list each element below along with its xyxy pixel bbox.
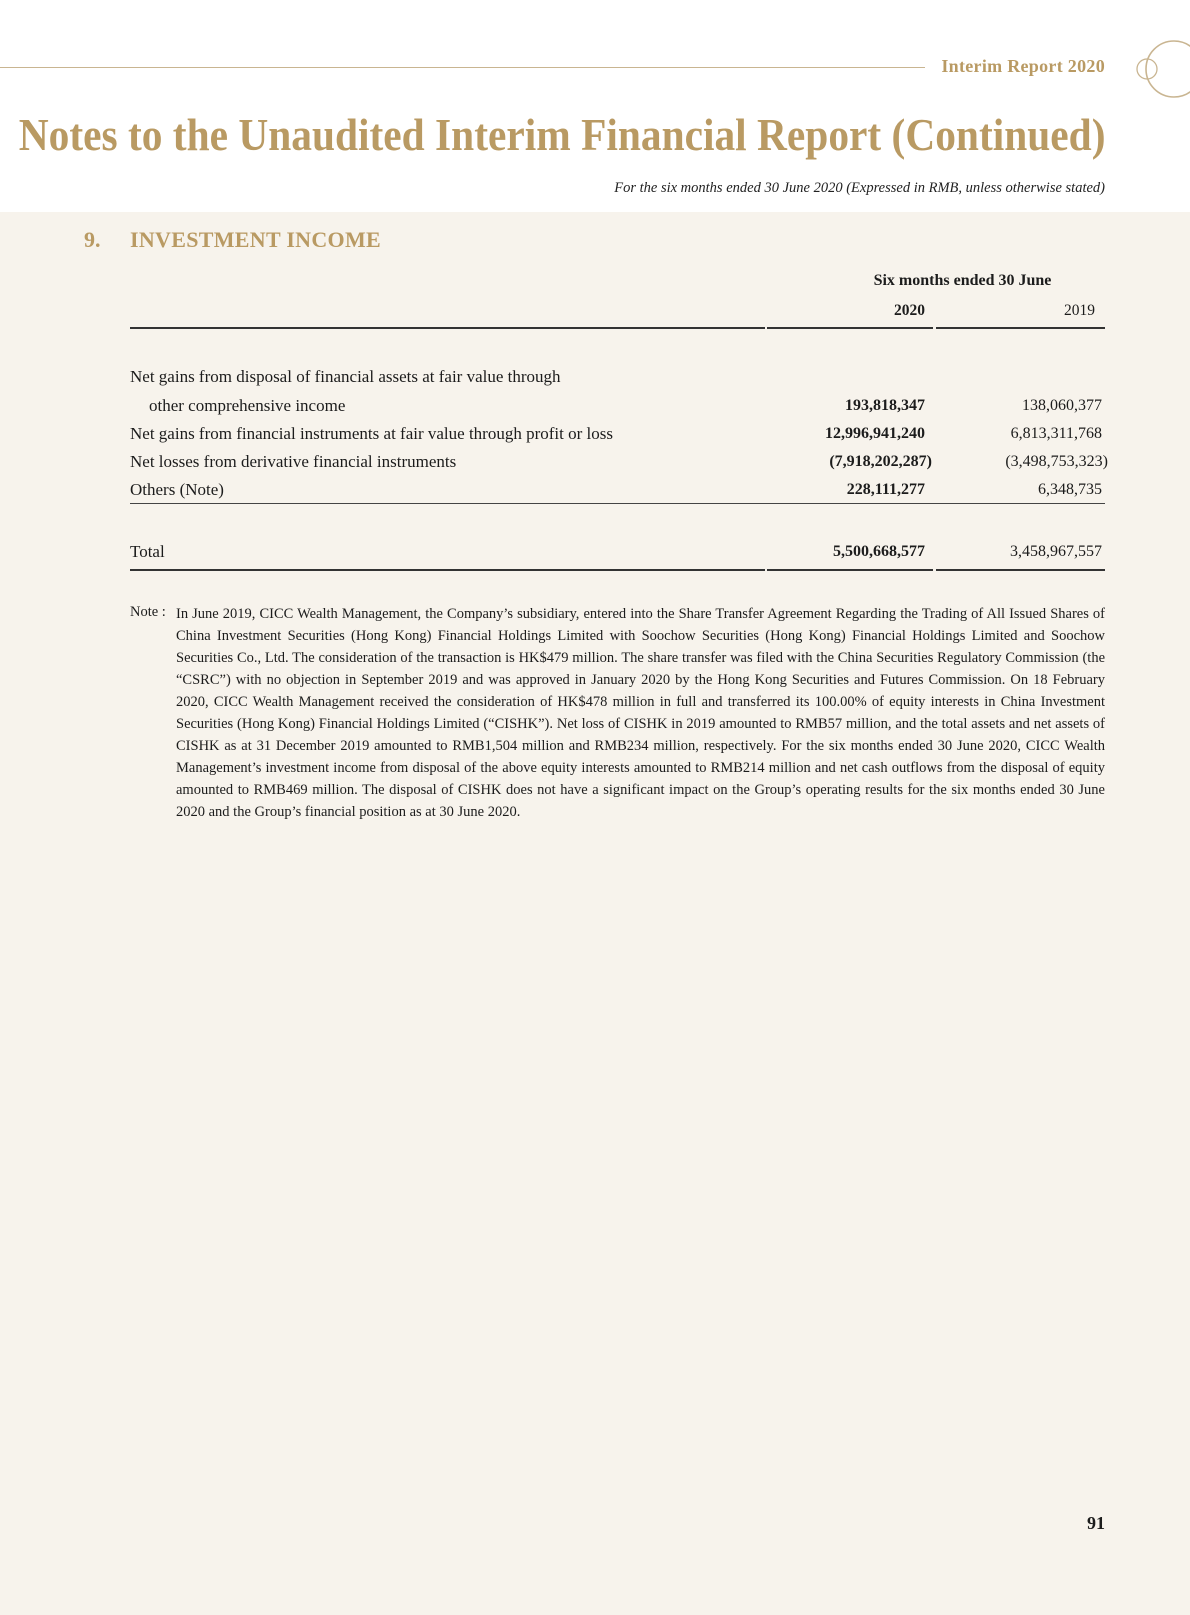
header-rule-prior [936, 327, 1105, 329]
note-label: Note : [130, 604, 166, 620]
row-value-prior: 6,348,735 [1038, 481, 1102, 498]
total-rule-current [767, 569, 933, 571]
section-number: 9. [84, 227, 101, 252]
column-header-current: 2020 [894, 302, 925, 319]
row-label: other comprehensive income [149, 396, 346, 415]
note-text: In June 2019, CICC Wealth Management, the Company’s subsidiary, entered into the Share Transfer Agreement Regarding the Trading of All Issued Shares of China Investment Securities (Hong Kong) Financial Holdings Limited with Soochow Securities (Hong Kong) Financial Holdings Limited and Soochow Securities Co., Ltd. The consideration of the transaction is HK$479 million. The share transfer was filed with the China Securities Regulatory Commission (the “CSRC”) with no objection in September 2019 and was approved in January 2020 by the Hong Kong Securities and Futures Commission. On 18 February 2020, CICC Wealth Management received the consideration of HK$478 million in full and transferred its 100.00% of equity interests in China Investment Securities (Hong Kong) Financial Holdings Limited (“CISHK”). Net loss of CISHK in 2019 amounted to RMB57 million, and the total assets and net assets of CISHK as at 31 December 2019 amounted to RMB1,504 million and RMB234 million, respectively. For the six months ended 30 June 2020, CICC Wealth Management’s investment income from disposal of the above equity interests amounted to RMB214 million and net cash outflows from the disposal of equity amounted to RMB469 million. The disposal of CISHK does not have a significant impact on the Group’s operating results for the six months ended 30 June 2020 and the Group’s financial position as at 30 June 2020. [176, 606, 1105, 820]
header-rule-current [767, 327, 933, 329]
column-header-prior: 2019 [1064, 302, 1095, 319]
row-value-current: 12,996,941,240 [825, 425, 925, 442]
total-value-prior: 3,458,967,557 [1010, 543, 1102, 560]
page-subtitle: For the six months ended 30 June 2020 (Expressed in RMB, unless otherwise stated) [614, 180, 1105, 196]
page-number: 91 [1087, 1513, 1105, 1533]
header-rule-left [130, 327, 765, 329]
total-value-current: 5,500,668,577 [833, 543, 925, 560]
period-header: Six months ended 30 June [873, 272, 1052, 289]
report-label: Interim Report 2020 [941, 56, 1105, 76]
section-title: INVESTMENT INCOME [130, 227, 382, 252]
row-value-prior: (3,498,753,323) [1005, 453, 1108, 470]
total-rule-left [130, 569, 765, 571]
row-value-current: (7,918,202,287) [829, 453, 932, 470]
total-label: Total [130, 542, 165, 561]
row-value-prior: 138,060,377 [1022, 397, 1102, 414]
row-label: Net gains from financial instruments at fair value through profit or loss [130, 424, 613, 443]
row-value-current: 228,111,277 [846, 481, 925, 498]
row-label: Net gains from disposal of financial assets at fair value through [130, 367, 561, 386]
header-rule [0, 67, 925, 68]
total-rule-prior [936, 569, 1105, 571]
row-value-current: 193,818,347 [845, 397, 925, 414]
row-label: Others (Note) [130, 480, 224, 499]
page-title: Notes to the Unaudited Interim Financial Report (Continued) [18, 109, 1105, 160]
row-value-prior: 6,813,311,768 [1010, 425, 1102, 442]
decorative-circles-icon [1136, 38, 1190, 100]
subtotal-rule [130, 503, 1105, 504]
row-label: Net losses from derivative financial instruments [130, 452, 457, 471]
